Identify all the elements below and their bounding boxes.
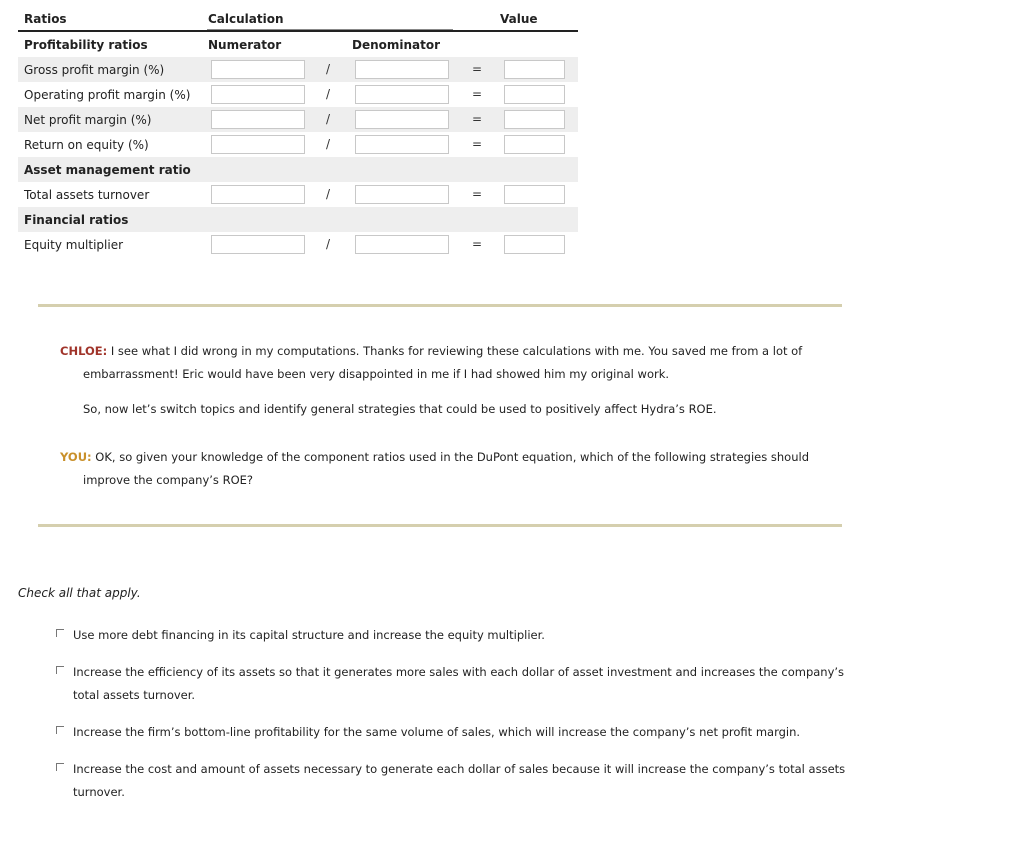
equals-sign: =: [472, 187, 483, 201]
option-text: [73, 661, 873, 707]
equity-multiplier-value-input[interactable]: [504, 235, 565, 254]
option-checkbox[interactable]: [56, 763, 64, 771]
equity-multiplier-denominator-input[interactable]: [355, 235, 449, 254]
table-row: [18, 232, 578, 257]
profitability-subheader-row: [18, 32, 578, 57]
you-text-1: OK, so given your knowledge of the component ratios used in the DuPont equation, which of the following strategies should: [91, 450, 809, 464]
row-label: Equity multiplier: [24, 238, 124, 252]
asset-management-section-row: [18, 157, 578, 182]
option-line: total assets turnover.: [73, 688, 196, 702]
ratio-table: [18, 12, 578, 257]
equals-sign: =: [472, 137, 483, 151]
calculation-header: Calculation: [208, 12, 284, 26]
option-text: [73, 721, 873, 744]
assets-turnover-numerator-input[interactable]: [211, 185, 305, 204]
you-speaker: YOU:: [60, 450, 92, 464]
roe-numerator-input[interactable]: [211, 135, 305, 154]
check-all-instruction: Check all that apply.: [18, 586, 141, 600]
option-checkbox[interactable]: [56, 666, 64, 674]
row-label: Return on equity (%): [24, 138, 149, 152]
calculation-underline: [207, 29, 453, 30]
dialog-top-rule: [38, 304, 842, 307]
option-line: Use more debt financing in its capital structure and increase the equity multiplier.: [73, 628, 545, 642]
divide-sign: /: [326, 87, 331, 101]
net-profit-denominator-input[interactable]: [355, 110, 449, 129]
table-row: [18, 57, 578, 82]
value-header: Value: [500, 12, 538, 26]
assets-turnover-value-input[interactable]: [504, 185, 565, 204]
operating-profit-value-input[interactable]: [504, 85, 565, 104]
section-heading: Asset management ratio: [24, 163, 191, 177]
option-line: Increase the cost and amount of assets necessary to generate each dollar of sales because it will increase the company’s total assets: [73, 762, 846, 776]
operating-profit-numerator-input[interactable]: [211, 85, 305, 104]
divide-sign: /: [326, 62, 331, 76]
roe-denominator-input[interactable]: [355, 135, 449, 154]
chloe-text-1: I see what I did wrong in my computations. Thanks for reviewing these calculations with me. You saved me from a lot of: [107, 344, 803, 358]
table-header: [18, 12, 578, 30]
gross-profit-value-input[interactable]: [504, 60, 565, 79]
gross-profit-numerator-input[interactable]: [211, 60, 305, 79]
table-row: [18, 182, 578, 207]
chloe-line-2: embarrassment! Eric would have been very disappointed in me if I had showed him my original work.: [83, 367, 670, 381]
option-checkbox[interactable]: [56, 629, 64, 637]
option-text: [73, 758, 873, 804]
net-profit-value-input[interactable]: [504, 110, 565, 129]
equity-multiplier-numerator-input[interactable]: [211, 235, 305, 254]
row-label: Operating profit margin (%): [24, 88, 191, 102]
chloe-line-3: So, now let’s switch topics and identify general strategies that could be used to positively affect Hydra’s ROE.: [83, 402, 717, 416]
divide-sign: /: [326, 112, 331, 126]
equals-sign: =: [472, 62, 483, 76]
equals-sign: =: [472, 112, 483, 126]
row-label: Gross profit margin (%): [24, 63, 165, 77]
denominator-heading: Denominator: [352, 38, 441, 52]
option-checkbox[interactable]: [56, 726, 64, 734]
row-label: Net profit margin (%): [24, 113, 152, 127]
you-line-2: improve the company’s ROE?: [83, 473, 253, 487]
you-line-1: [60, 446, 809, 469]
operating-profit-denominator-input[interactable]: [355, 85, 449, 104]
option-line: turnover.: [73, 785, 125, 799]
profitability-ratios-heading: Profitability ratios: [24, 38, 148, 52]
net-profit-numerator-input[interactable]: [211, 110, 305, 129]
table-row: [18, 82, 578, 107]
financial-section-row: [18, 207, 578, 232]
numerator-heading: Numerator: [208, 38, 282, 52]
option-line: Increase the firm’s bottom-line profitability for the same volume of sales, which will increase the company’s net profit margin.: [73, 725, 801, 739]
table-row: [18, 107, 578, 132]
divide-sign: /: [326, 187, 331, 201]
option-text: [73, 624, 873, 647]
chloe-line-1: [60, 340, 802, 363]
dialog-bottom-rule: [38, 524, 842, 527]
table-row: [18, 132, 578, 157]
option-line: Increase the efficiency of its assets so that it generates more sales with each dollar of asset investment and increases the company’s: [73, 665, 845, 679]
divide-sign: /: [326, 237, 331, 251]
roe-value-input[interactable]: [504, 135, 565, 154]
gross-profit-denominator-input[interactable]: [355, 60, 449, 79]
chloe-speaker: CHLOE:: [60, 344, 108, 358]
equals-sign: =: [472, 237, 483, 251]
ratios-header: Ratios: [24, 12, 67, 26]
assets-turnover-denominator-input[interactable]: [355, 185, 449, 204]
row-label: Total assets turnover: [24, 188, 150, 202]
equals-sign: =: [472, 87, 483, 101]
section-heading: Financial ratios: [24, 213, 129, 227]
divide-sign: /: [326, 137, 331, 151]
